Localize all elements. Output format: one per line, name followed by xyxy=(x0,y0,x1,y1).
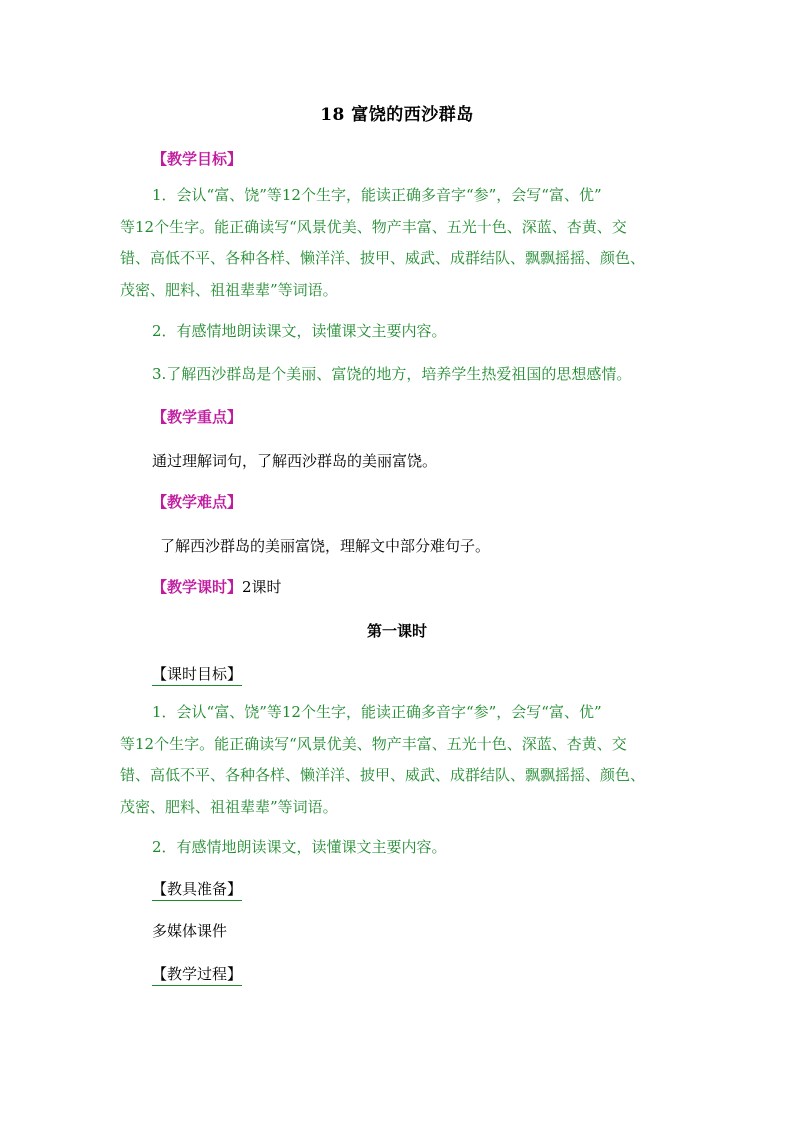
goal-line: 等12个生字。能正确读写“风景优美、物产丰富、五光十色、深蓝、杏黄、交 xyxy=(120,217,627,236)
goal-line: 等12个生字。能正确读写“风景优美、物产丰富、五光十色、深蓝、杏黄、交 xyxy=(120,734,627,753)
teaching-goal-2: 2．有感情地朗读课文，读懂课文主要内容。 xyxy=(152,322,447,340)
teaching-goal-1 xyxy=(120,180,680,306)
class-hours-heading: 【教学课时】 xyxy=(152,578,243,596)
prep-text: 多媒体课件 xyxy=(152,922,228,940)
prep-heading: 【教具准备】 xyxy=(152,878,242,901)
goal-line: 错、高低不平、各种各样、懒洋洋、披甲、威武、成群结队、飘飘摇摇、颜色、 xyxy=(120,766,646,784)
goal-line: 1．会认“富、饶”等12个生字，能读正确多音字“参”，会写“富、优” xyxy=(152,703,602,721)
teaching-goals-heading: 【教学目标】 xyxy=(152,150,243,168)
teaching-goal-3: 3.了解西沙群岛是个美丽、富饶的地方，培养学生热爱祖国的思想感情。 xyxy=(152,365,632,383)
key-points-text: 通过理解词句，了解西沙群岛的美丽富饶。 xyxy=(152,452,438,470)
key-points-heading: 【教学重点】 xyxy=(152,408,243,426)
lesson-title: 第一课时 xyxy=(366,622,427,640)
goal-line: 1．会认“富、饶”等12个生字，能读正确多音字“参”，会写“富、优” xyxy=(152,186,602,204)
process-heading: 【教学过程】 xyxy=(152,963,242,986)
page-title: 18 富饶的西沙群岛 xyxy=(320,105,474,125)
difficulties-heading: 【教学难点】 xyxy=(152,493,243,511)
lesson-goals-heading: 【课时目标】 xyxy=(152,663,242,686)
lesson-goal-2: 2．有感情地朗读课文，读懂课文主要内容。 xyxy=(152,838,447,856)
class-hours-row xyxy=(152,576,282,597)
class-hours-value: 2课时 xyxy=(242,578,282,596)
lesson-goal-1 xyxy=(120,697,680,823)
goal-line: 茂密、肥料、祖祖辈辈”等词语。 xyxy=(120,280,338,299)
goal-line: 茂密、肥料、祖祖辈辈”等词语。 xyxy=(120,797,338,816)
difficulties-text: 了解西沙群岛的美丽富饶，理解文中部分难句子。 xyxy=(160,537,491,555)
goal-line: 错、高低不平、各种各样、懒洋洋、披甲、威武、成群结队、飘飘摇摇、颜色、 xyxy=(120,249,646,267)
